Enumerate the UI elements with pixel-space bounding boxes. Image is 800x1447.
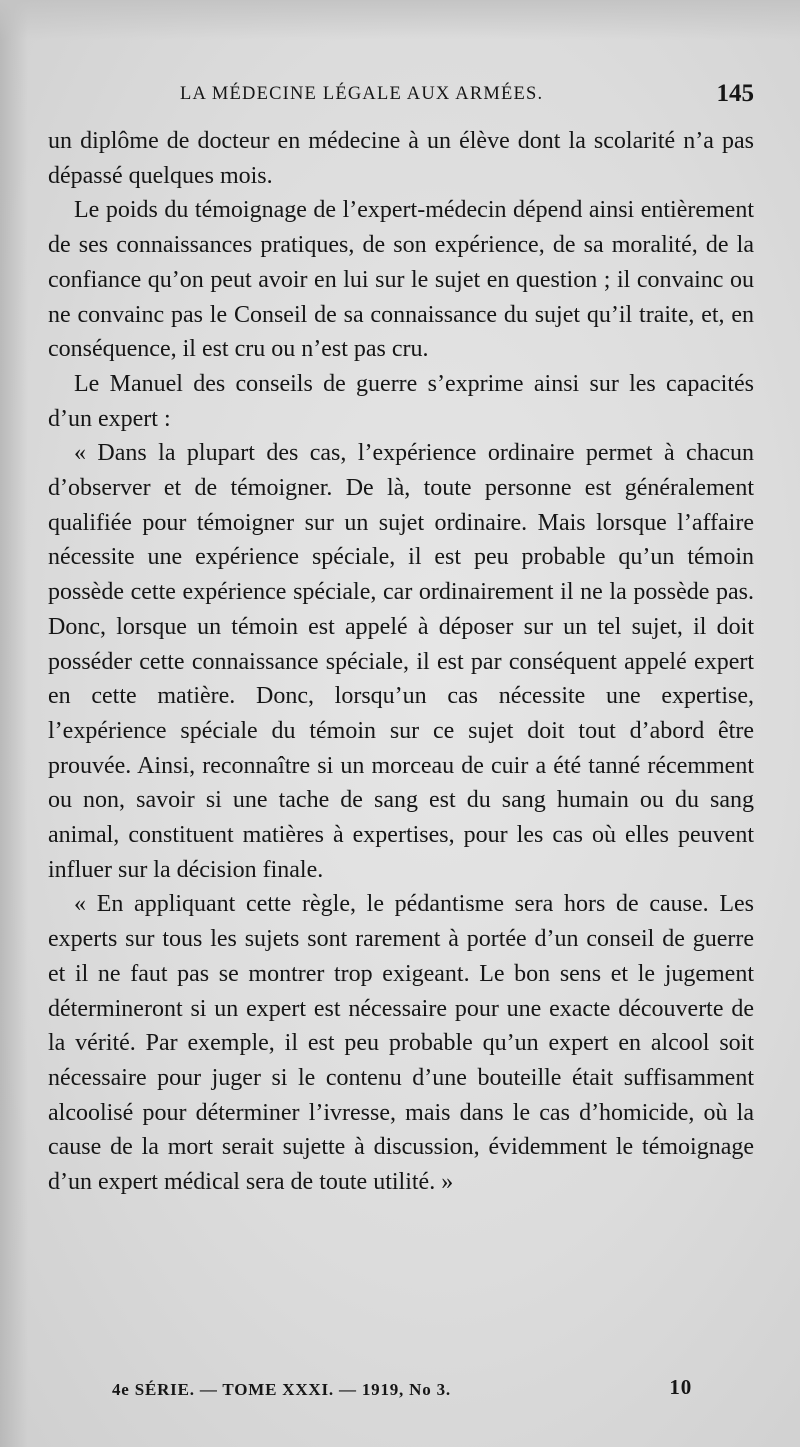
footer-signature: 4e SÉRIE. — TOME XXXI. — 1919, No 3. <box>112 1380 451 1399</box>
running-head: LA MÉDECINE LÉGALE AUX ARMÉES. <box>180 84 544 104</box>
page-number: 145 <box>716 80 754 107</box>
page-left-shadow <box>0 0 28 1447</box>
footer-sheet-number: 10 <box>669 1375 692 1399</box>
page-header <box>48 80 758 114</box>
paragraph-quote-experience: « Dans la plupart des cas, l’expérience ordinaire permet à chacun d’observer et de témoigner. De là, toute personne est généralement qualifiée pour témoigner sur un sujet ordinaire. Mais lorsque l’affaire nécessite une expérience spéciale, il est peu probable qu’un témoin possède cette expérience spéciale, car ordinairement il ne la possède pas. Donc, lorsque un témoin est appelé à déposer sur un tel sujet, il doit posséder cette connaissance spéciale, il est par conséquent appelé expert en cette matière. Donc, lorsqu’un cas nécessite une expertise, l’expérience spéciale du témoin sur ce sujet doit tout d’abord être prouvée. Ainsi, reconnaître si un morceau de cuir a été tanné récemment ou non, savoir si une tache de sang est du sang humain ou du sang animal, constituent matières à expertises, pour les cas où elles peuvent influer sur la décision finale. <box>48 440 754 883</box>
paragraph-continuation: un diplôme de docteur en médecine à un élève dont la scolarité n’a pas dépassé quelques mois. <box>48 128 754 189</box>
page-footer <box>112 1375 692 1408</box>
paragraph-quote-rule: « En appliquant cette règle, le pédantisme sera hors de cause. Les experts sur tous les sujets sont rarement à portée d’un conseil de guerre et il ne faut pas se montrer trop exigeant. Le bon sens et le jugement détermineront si un expert est nécessaire pour une exacte découverte de la vérité. Par exemple, il est peu probable qu’un expert en alcool soit nécessaire pour juger si le contenu d’une bouteille était suffisamment alcoolisé pour déterminer l’ivresse, mais dans le cas d’homicide, où la cause de la mort serait sujette à discussion, évidemment le témoignage d’un expert médical sera de toute utilité. » <box>48 891 754 1196</box>
body-text <box>48 124 754 1200</box>
page-top-shadow <box>0 0 800 40</box>
paragraph-manual-intro: Le Manuel des conseils de guerre s’exprime ainsi sur les capacités d’un expert : <box>48 370 754 432</box>
paragraph-expert-testimony: Le poids du témoignage de l’expert-médecin dépend ainsi entièrement de ses connaissances pratiques, de son expérience, de sa moralité, de la confiance qu’on peut avoir en lui sur le sujet en question ; il convainc ou ne convainc pas le Conseil de sa connaissance du sujet qu’il traite, et, en conséquence, il est cru ou n’est pas cru. <box>48 197 754 363</box>
